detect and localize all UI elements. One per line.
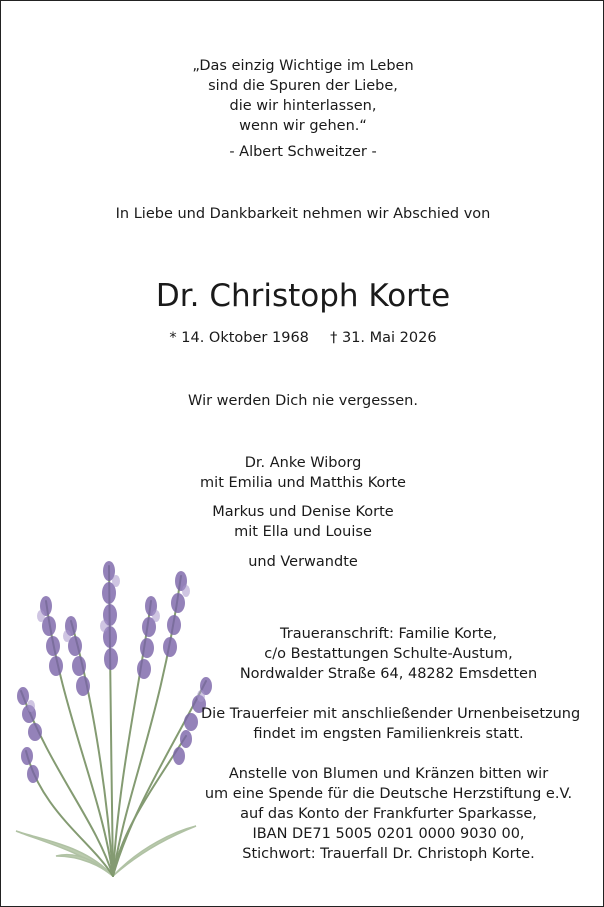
- quote-line-2: sind die Spuren der Liebe,: [208, 78, 398, 94]
- donation-line: um eine Spende für die Deutsche Herzstiftung e.V.: [204, 786, 573, 802]
- intro-text: In Liebe und Dankbarkeit nehmen wir Abschied von: [115, 206, 491, 222]
- ceremony-line: Die Trauerfeier mit anschließender Urnenbeisetzung: [201, 706, 581, 722]
- quote-line-4: wenn wir gehen.“: [239, 118, 367, 134]
- quote-line-3: die wir hinterlassen,: [229, 98, 377, 114]
- birth-date: * 14. Oktober 1968: [169, 330, 309, 346]
- mourner-line: mit Emilia und Matthis Korte: [200, 475, 406, 491]
- mourner-line: Dr. Anke Wiborg: [244, 455, 362, 471]
- mourner-relatives: und Verwandte: [248, 554, 358, 570]
- memorial-text: Wir werden Dich nie vergessen.: [188, 393, 418, 409]
- donation-line: Anstelle von Blumen und Kränzen bitten wir: [228, 766, 549, 782]
- donation-line: auf das Konto der Frankfurter Sparkasse,: [240, 806, 537, 822]
- address-line: Traueranschrift: Familie Korte,: [280, 626, 497, 642]
- deceased-name: Dr. Christoph Korte: [155, 278, 451, 314]
- life-dates: [1, 328, 604, 348]
- ceremony-line: findet im engsten Familienkreis statt.: [253, 726, 524, 742]
- quote-line-1: „Das einzig Wichtige im Leben: [192, 58, 414, 74]
- donation-line: IBAN DE71 5005 0201 0000 9030 00,: [252, 826, 525, 842]
- donation-line: Stichwort: Trauerfall Dr. Christoph Korte.: [242, 846, 535, 862]
- lavender-illustration: [1, 541, 231, 891]
- mourner-line: Markus und Denise Korte: [212, 504, 394, 520]
- address-line: Nordwalder Straße 64, 48282 Emsdetten: [239, 666, 538, 682]
- mourner-line: mit Ella und Louise: [234, 524, 372, 540]
- quote-author: - Albert Schweitzer -: [229, 144, 377, 160]
- death-date: † 31. Mai 2026: [330, 330, 437, 346]
- address-line: c/o Bestattungen Schulte-Austum,: [264, 646, 513, 662]
